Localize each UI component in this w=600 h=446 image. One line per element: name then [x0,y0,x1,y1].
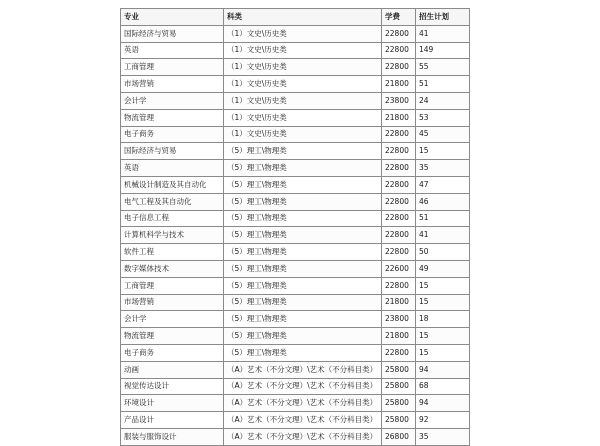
cell-category: （5）理工\物理类 [224,143,382,160]
table-row [121,311,470,328]
table-row [121,160,470,177]
cell-major: 工商管理 [121,59,224,76]
table-row [121,328,470,345]
cell-major: 电气工程及其自动化 [121,193,224,210]
cell-plan: 35 [416,428,470,445]
cell-major: 会计学 [121,311,224,328]
cell-major: 服装与服饰设计 [121,428,224,445]
cell-major: 市场营销 [121,294,224,311]
cell-major: 动画 [121,361,224,378]
table-row [121,412,470,429]
enrollment-table-body [121,9,470,446]
header-plan: 招生计划 [416,9,470,26]
cell-category: （1）文史\历史类 [224,92,382,109]
cell-plan: 51 [416,210,470,227]
cell-category: （5）理工\物理类 [224,294,382,311]
cell-tuition: 22600 [382,260,416,277]
table-row [121,277,470,294]
table-row [121,176,470,193]
table-row [121,59,470,76]
cell-major: 市场营销 [121,76,224,93]
cell-tuition: 22800 [382,25,416,42]
table-row [121,193,470,210]
cell-major: 电子商务 [121,344,224,361]
cell-category: （1）文史\历史类 [224,126,382,143]
cell-plan: 94 [416,361,470,378]
cell-plan: 45 [416,126,470,143]
cell-major: 产品设计 [121,412,224,429]
header-tuition: 学费 [382,9,416,26]
table-row [121,42,470,59]
cell-category: （A）艺术（不分文理）\艺术（不分科目类） [224,361,382,378]
cell-plan: 24 [416,92,470,109]
cell-major: 国际经济与贸易 [121,143,224,160]
cell-category: （5）理工\物理类 [224,227,382,244]
cell-plan: 68 [416,378,470,395]
cell-category: （5）理工\物理类 [224,260,382,277]
table-row [121,210,470,227]
table-row [121,126,470,143]
cell-category: （A）艺术（不分文理）\艺术（不分科目类） [224,378,382,395]
table-header-row [121,9,470,26]
cell-tuition: 22800 [382,59,416,76]
cell-major: 软件工程 [121,244,224,261]
cell-category: （5）理工\物理类 [224,311,382,328]
cell-tuition: 22800 [382,160,416,177]
cell-category: （5）理工\物理类 [224,328,382,345]
cell-tuition: 23800 [382,311,416,328]
cell-tuition: 21800 [382,328,416,345]
cell-category: （1）文史\历史类 [224,109,382,126]
cell-major: 数字媒体技术 [121,260,224,277]
cell-tuition: 25800 [382,378,416,395]
cell-tuition: 22800 [382,344,416,361]
cell-tuition: 25800 [382,361,416,378]
cell-tuition: 25800 [382,395,416,412]
cell-major: 物流管理 [121,109,224,126]
cell-category: （5）理工\物理类 [224,160,382,177]
cell-tuition: 22800 [382,143,416,160]
cell-plan: 47 [416,176,470,193]
table-row [121,227,470,244]
cell-category: （5）理工\物理类 [224,176,382,193]
cell-plan: 41 [416,25,470,42]
cell-category: （1）文史\历史类 [224,42,382,59]
cell-plan: 51 [416,76,470,93]
cell-major: 英语 [121,160,224,177]
cell-major: 计算机科学与技术 [121,227,224,244]
cell-category: （5）理工\物理类 [224,277,382,294]
cell-plan: 94 [416,395,470,412]
table-row [121,109,470,126]
table-row [121,378,470,395]
cell-plan: 92 [416,412,470,429]
cell-plan: 15 [416,294,470,311]
cell-plan: 15 [416,328,470,345]
cell-plan: 41 [416,227,470,244]
cell-tuition: 22800 [382,126,416,143]
cell-major: 电子信息工程 [121,210,224,227]
cell-tuition: 26800 [382,428,416,445]
cell-category: （A）艺术（不分文理）\艺术（不分科目类） [224,428,382,445]
cell-tuition: 22800 [382,42,416,59]
cell-tuition: 21800 [382,294,416,311]
enrollment-table [120,8,470,446]
cell-major: 会计学 [121,92,224,109]
header-major: 专业 [121,9,224,26]
table-row [121,143,470,160]
cell-plan: 50 [416,244,470,261]
cell-major: 英语 [121,42,224,59]
table-row [121,25,470,42]
cell-plan: 15 [416,344,470,361]
table-row [121,344,470,361]
cell-plan: 46 [416,193,470,210]
cell-major: 国际经济与贸易 [121,25,224,42]
cell-plan: 15 [416,277,470,294]
cell-tuition: 21800 [382,109,416,126]
table-row [121,428,470,445]
cell-major: 物流管理 [121,328,224,345]
header-category: 科类 [224,9,382,26]
table-row [121,294,470,311]
cell-tuition: 25800 [382,412,416,429]
table-row [121,260,470,277]
cell-tuition: 23800 [382,92,416,109]
table-row [121,361,470,378]
cell-plan: 53 [416,109,470,126]
cell-tuition: 22800 [382,277,416,294]
cell-tuition: 22800 [382,227,416,244]
cell-tuition: 21800 [382,76,416,93]
cell-category: （1）文史\历史类 [224,59,382,76]
cell-plan: 35 [416,160,470,177]
cell-major: 环境设计 [121,395,224,412]
cell-category: （A）艺术（不分文理）\艺术（不分科目类） [224,395,382,412]
cell-category: （5）理工\物理类 [224,210,382,227]
cell-category: （5）理工\物理类 [224,193,382,210]
table-row [121,76,470,93]
cell-major: 工商管理 [121,277,224,294]
cell-plan: 18 [416,311,470,328]
cell-category: （1）文史\历史类 [224,76,382,93]
cell-plan: 55 [416,59,470,76]
cell-plan: 149 [416,42,470,59]
table-row [121,92,470,109]
table-row [121,395,470,412]
cell-major: 视觉传达设计 [121,378,224,395]
table-row [121,244,470,261]
cell-tuition: 22800 [382,176,416,193]
cell-major: 机械设计制造及其自动化 [121,176,224,193]
cell-category: （1）文史\历史类 [224,25,382,42]
cell-tuition: 22800 [382,193,416,210]
cell-major: 电子商务 [121,126,224,143]
cell-category: （A）艺术（不分文理）\艺术（不分科目类） [224,412,382,429]
cell-plan: 49 [416,260,470,277]
cell-plan: 15 [416,143,470,160]
cell-tuition: 22800 [382,210,416,227]
cell-category: （5）理工\物理类 [224,244,382,261]
cell-category: （5）理工\物理类 [224,344,382,361]
cell-tuition: 22800 [382,244,416,261]
